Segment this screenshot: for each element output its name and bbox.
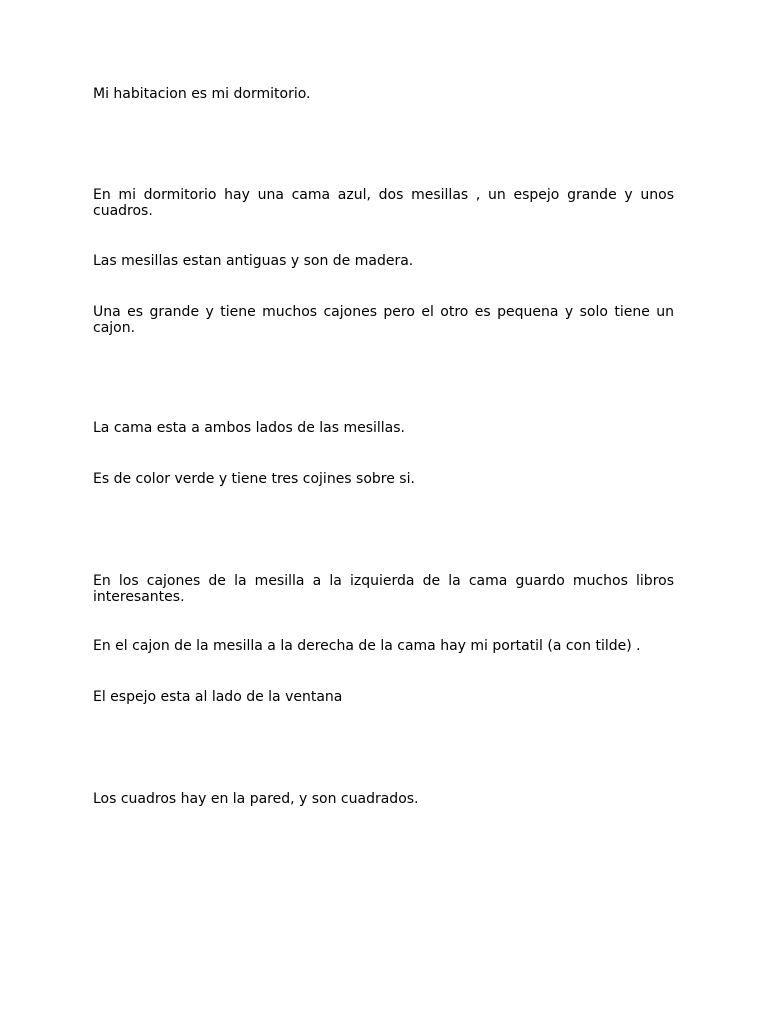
paragraph-9: El espejo esta al lado de la ventana xyxy=(93,689,343,705)
paragraph-4: Una es grande y tiene muchos cajones pero el otro es pequena y solo tiene un cajon. xyxy=(93,304,674,336)
paragraph-1: Mi habitacion es mi dormitorio. xyxy=(93,86,311,102)
paragraph-8: En el cajon de la mesilla a la derecha de la cama hay mi portatil (a con tilde) . xyxy=(93,638,641,654)
paragraph-7: En los cajones de la mesilla a la izquierda de la cama guardo muchos libros interesantes. xyxy=(93,573,674,605)
paragraph-6: Es de color verde y tiene tres cojines sobre si. xyxy=(93,471,415,487)
paragraph-3: Las mesillas estan antiguas y son de madera. xyxy=(93,253,414,269)
paragraph-10: Los cuadros hay en la pared, y son cuadrados. xyxy=(93,791,419,807)
paragraph-5: La cama esta a ambos lados de las mesillas. xyxy=(93,420,406,436)
paragraph-2: En mi dormitorio hay una cama azul, dos mesillas , un espejo grande y unos cuadros. xyxy=(93,187,674,219)
